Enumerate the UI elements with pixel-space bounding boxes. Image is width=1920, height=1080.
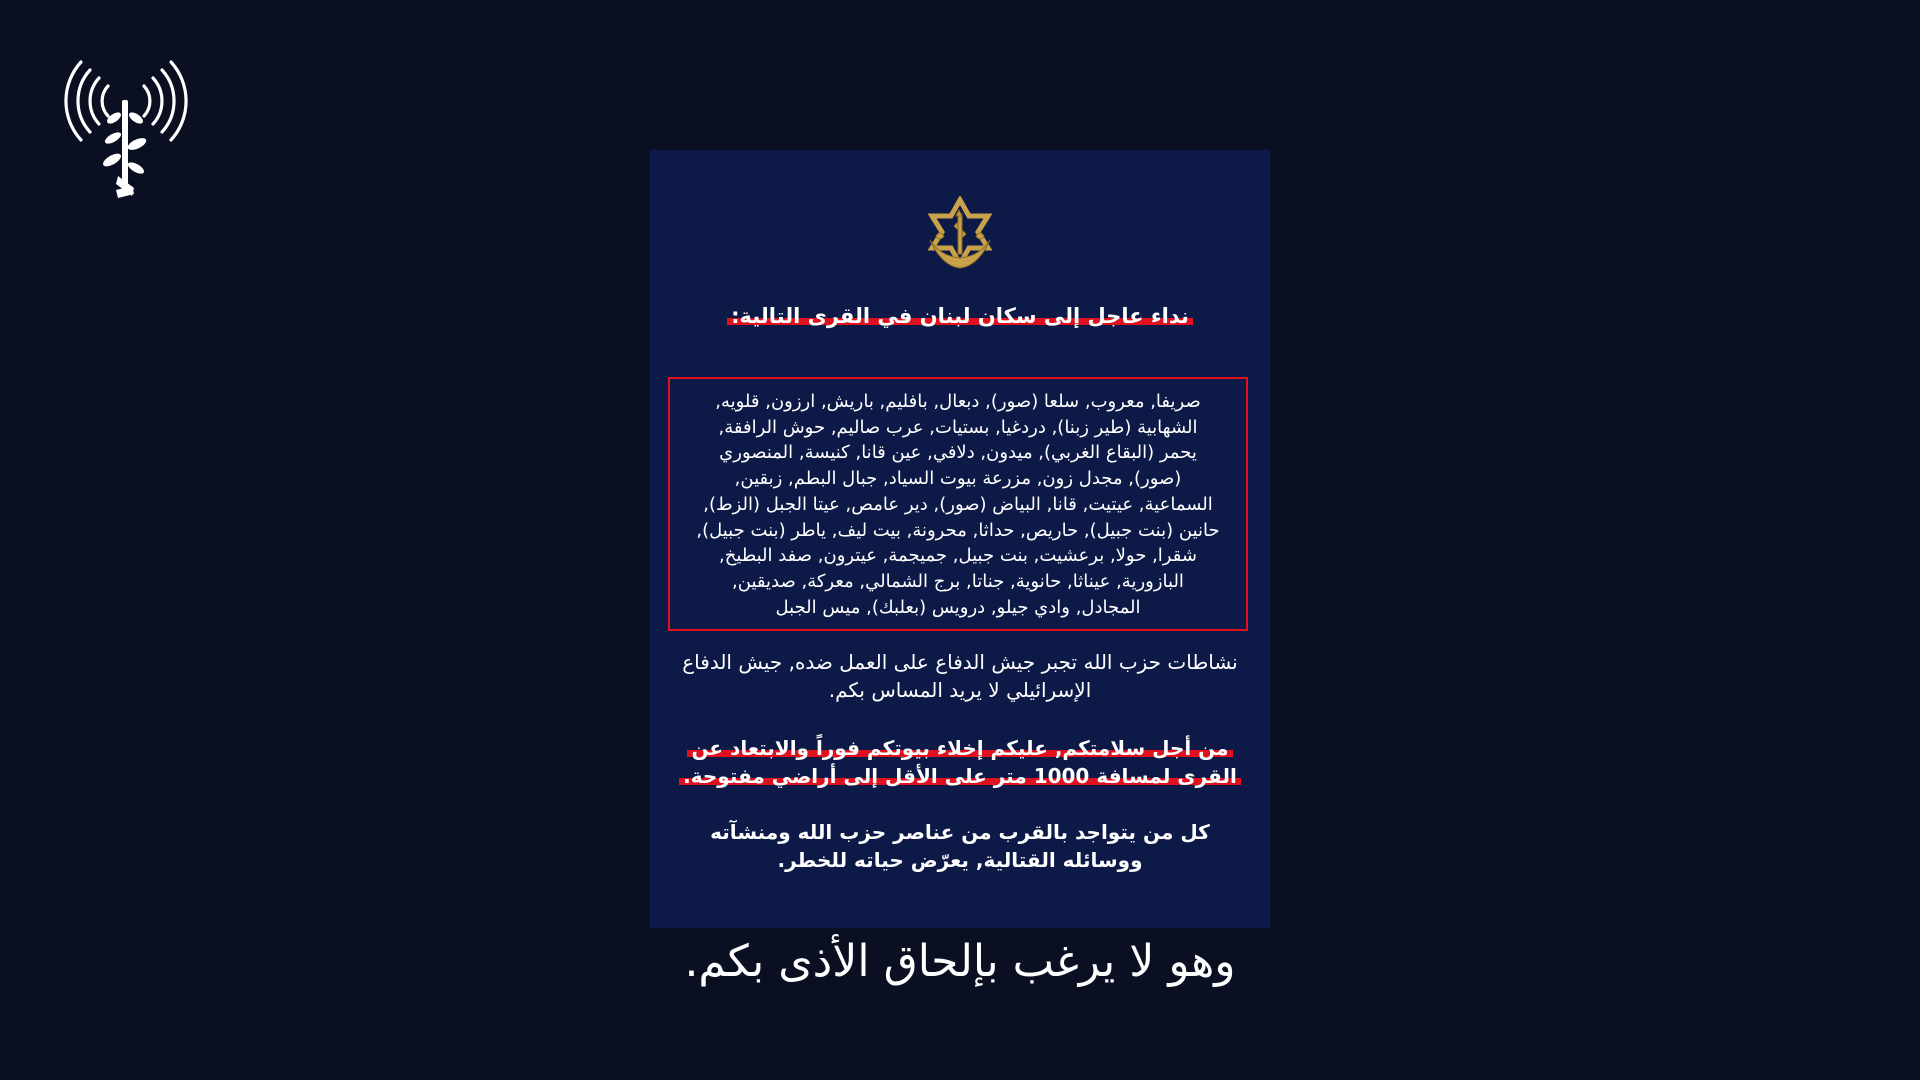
- notice-headline-text: نداء عاجل إلى سكان لبنان في القرى التالية:: [727, 304, 1193, 328]
- notice-paragraph-evacuation: [670, 734, 1250, 790]
- radio-broadcast-logo-icon: [64, 56, 188, 198]
- evacuation-line-1: من أجل سلامتكم, عليكم إخلاء بيوتكم فوراً والابتعاد عن: [687, 736, 1232, 760]
- village-list-line: الشهابية (طير زبنا), دردغيا, بستيات, عرب صاليم, حوش الرافقة,: [718, 416, 1198, 438]
- idf-emblem-icon: [922, 196, 998, 272]
- village-list-line: صريفا, معروب, سلعا (صور), دبعال, بافليم, باريش, ارزون, قلويه,: [715, 391, 1201, 412]
- villages-list-box: [668, 377, 1248, 631]
- notice-headline: [670, 302, 1250, 330]
- village-list-line: السماعية, عيتيت, قانا, البياض (صور), دير عامص, عيتا الجبل (الزط),: [703, 493, 1213, 515]
- village-list-line: المجادل, وادي جيلو, درويس (بعلبك), ميس الجبل: [775, 596, 1141, 618]
- village-list-line: يحمر (البقاع الغربي), ميدون, دلافي, عين قانا, كنيسة, المنصوري: [719, 442, 1197, 464]
- village-list-line: (صور), مجدل زون, مزرعة بيوت السياد, جبال البطم, زبقين,: [734, 468, 1182, 490]
- village-list-line: شقرا, حولا, برعشيت, بنت جبيل, جميجمة, عيترون, صفد البطيخ,: [719, 545, 1197, 567]
- video-subtitle: وهو لا يرغب بإلحاق الأذى بكم.: [684, 936, 1236, 987]
- notice-paragraph-hezbollah-activity: نشاطات حزب الله تجبر جيش الدفاع على العمل ضده, جيش الدفاع الإسرائيلي لا يريد المساس بكم.: [682, 650, 1238, 702]
- village-list-line: البازورية, عيناثا, حانوية, جناتا, برج الشمالي, معركة, صديقين,: [732, 570, 1184, 592]
- leaflet-panel: [650, 150, 1270, 928]
- village-list-line: حانين (بنت جبيل), حاريص, حداثا, محرونة, بيت ليف, ياطر (بنت جبيل),: [696, 519, 1220, 541]
- notice-paragraph-warning: كل من يتواجد بالقرب من عناصر حزب الله ومنشآته ووسائله القتالية, يعرّض حياته للخطر.: [710, 820, 1210, 872]
- evacuation-line-2: القرى لمسافة 1000 متر على الأقل إلى أراضي مفتوحة.: [679, 764, 1241, 788]
